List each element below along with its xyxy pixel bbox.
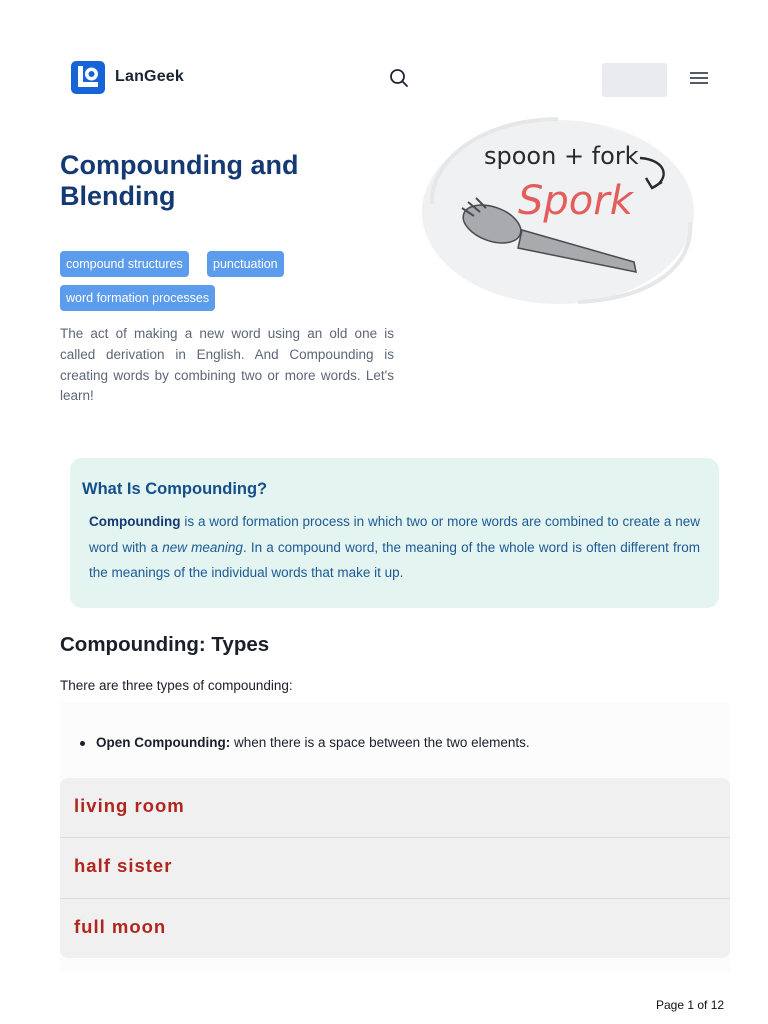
examples-list — [60, 778, 730, 958]
example-item[interactable] — [60, 778, 730, 838]
brand-name[interactable]: LanGeek — [115, 68, 184, 85]
definition-emphasis: new meaning — [162, 539, 243, 555]
langeek-logo-icon[interactable] — [71, 61, 105, 94]
definition-text-before: is a word formation process in which two or more words are combined to create a new word with a — [89, 514, 700, 555]
spork-illustration — [418, 112, 702, 308]
definition-text — [89, 509, 700, 586]
definition-text-after: . In a compound word, the meaning of the whole word is often different from the meanings of the individual words that make it up. — [89, 539, 700, 580]
definition-heading: What Is Compounding? — [82, 480, 268, 498]
example-text: living room — [74, 795, 185, 816]
example-text: half sister — [74, 855, 173, 876]
tag-punctuation[interactable]: punctuation — [207, 251, 284, 277]
bullet-text: when there is a space between the two elements. — [230, 735, 530, 750]
account-button[interactable] — [602, 63, 667, 97]
spork-word: Spork — [518, 178, 633, 224]
bullet-term: Open Compounding: — [96, 735, 231, 750]
example-item[interactable] — [60, 838, 730, 898]
page-number: Page 1 of 12 — [656, 998, 725, 1012]
hamburger-menu-icon[interactable] — [689, 70, 709, 86]
definition-term: Compounding — [89, 514, 181, 529]
definition-box — [70, 458, 719, 608]
page-title: Compounding and Blending — [60, 150, 299, 211]
tag-compound-structures[interactable]: compound structures — [60, 251, 189, 277]
example-text: full moon — [74, 916, 167, 937]
example-item[interactable] — [60, 899, 730, 958]
intro-paragraph: The act of making a new word using an old one is called derivation in English. And Compounding is creating words by combining two or more words. Let's learn! — [60, 326, 394, 404]
types-heading: Compounding: Types — [60, 633, 270, 656]
spoon-fork-caption: spoon + fork — [484, 142, 639, 170]
tag-word-formation-processes[interactable]: word formation processes — [60, 285, 215, 311]
site-header — [0, 0, 768, 120]
bullet-dot — [80, 741, 85, 746]
types-lead: There are three types of compounding: — [60, 678, 293, 693]
open-compounding-bullet — [96, 735, 530, 750]
search-icon[interactable] — [389, 68, 409, 88]
